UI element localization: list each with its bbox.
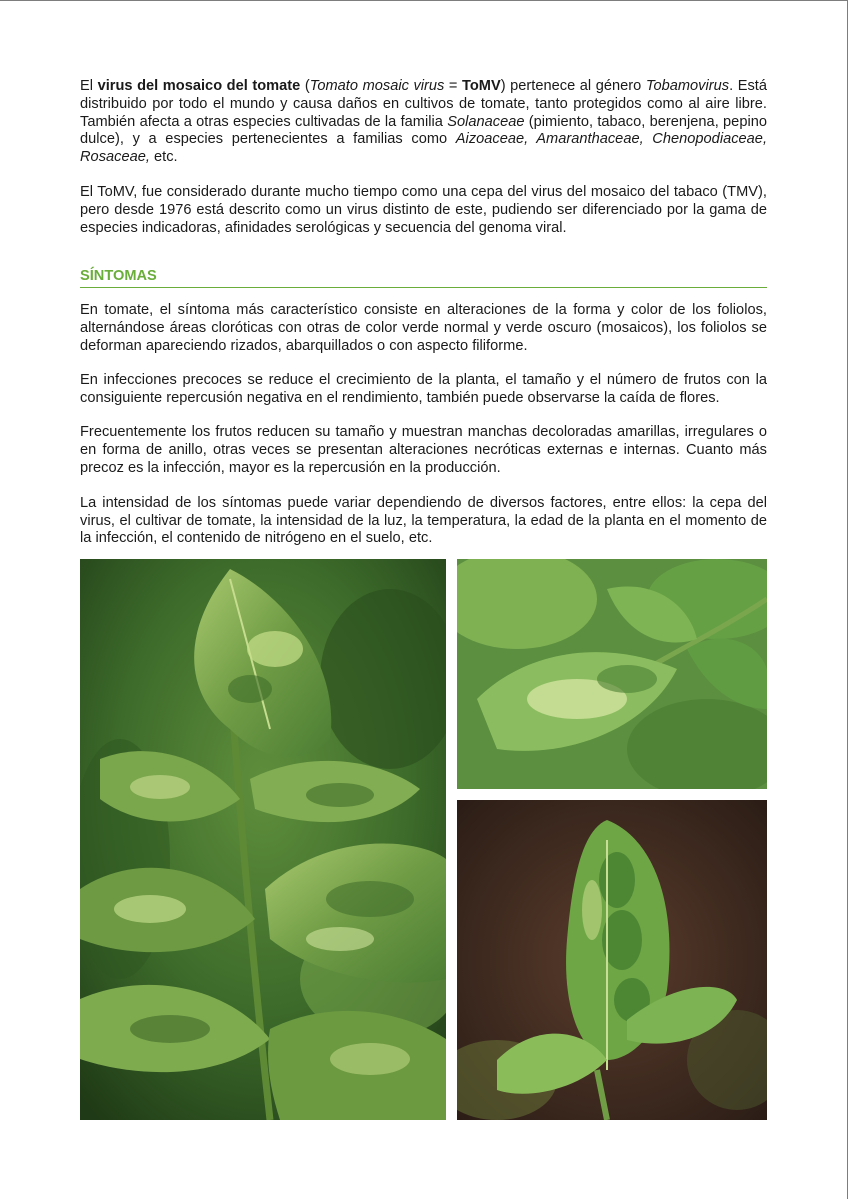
document-body bbox=[80, 78, 767, 548]
family-names-list: Aizoaceae, Amaranthaceae, Chenopodiaceae, Rosaceae, bbox=[80, 131, 768, 166]
text-run: etc. bbox=[149, 149, 178, 166]
symptoms-paragraph-4: La intensidad de los síntomas puede variar dependiendo de diversos factores, entre ellos: la cepa del virus, el cultivar de tomate, la intensidad de la luz, la temperatura, la edad de la planta en el momento de la infección, el contenido de nitrógeno en el suelo, etc. bbox=[80, 494, 767, 547]
intro-paragraph-1 bbox=[80, 78, 767, 167]
virus-acronym-bold: ToMV bbox=[462, 78, 501, 94]
section-heading: SÍNTOMAS bbox=[80, 268, 767, 288]
symptoms-paragraph-2: En infecciones precoces se reduce el crecimiento de la planta, el tamaño y el número de frutos con la consiguiente repercusión negativa en el rendimiento, también puede observarse la caída de flores. bbox=[80, 371, 767, 406]
text-run: = bbox=[444, 78, 463, 94]
intro-paragraph-2: El ToMV, fue considerado durante mucho tiempo como una cepa del virus del mosaico del tabaco (TMV), pero desde 1976 está descrito como un virus distinto de este, pudiendo ser diferenciado por la gama de especies indicadoras, afinidades serológicas y secuencia del genoma viral. bbox=[80, 183, 767, 236]
leaf-photo-illustration bbox=[80, 559, 446, 1120]
symptoms-paragraph-3: Frecuentemente los frutos reducen su tamaño y muestran manchas decoloradas amarillas, irregulares o en forma de anillo, otras veces se presentan alteraciones necróticas externas e internas. Cuanto más precoz es la infección, mayor es la repercusión en la producción. bbox=[80, 424, 767, 476]
virus-name-bold: virus del mosaico del tomate bbox=[97, 78, 301, 94]
text-run: . Está distribuido por todo el mundo y causa daños en cultivos de tomate, tanto protegidos como al aire libre. También afecta a otras especies cultivadas de la familia bbox=[80, 78, 767, 130]
leaf-photo-illustration bbox=[457, 800, 767, 1120]
leaf-photo-illustration bbox=[457, 559, 767, 789]
text-run: ( bbox=[300, 78, 310, 94]
text-run: (pimiento, tabaco, berenjena, pepino dulce), y a especies pertenecientes a familias como bbox=[80, 113, 767, 148]
photo-tomato-leaflet-chlorotic bbox=[457, 559, 767, 789]
family-name: Solanaceae bbox=[447, 113, 525, 130]
scientific-name: Tomato mosaic virus bbox=[309, 78, 445, 94]
symptoms-paragraph-1: En tomate, el síntoma más característico consiste en alteraciones de la forma y color de los foliolos, alternándose áreas cloróticas con otras de color verde normal y verde oscuro (mosaicos), los foliolos se deforman apareciendo rizados, abarquillados o con aspecto filiforme. bbox=[80, 302, 767, 354]
photo-tomato-leaf-mosaic-large bbox=[80, 559, 446, 1120]
genus-name: Tobamovirus bbox=[645, 78, 730, 94]
text-run: ) pertenece al género bbox=[500, 78, 646, 94]
photo-tomato-leaflet-blistered bbox=[457, 800, 767, 1120]
text-run: El bbox=[80, 78, 98, 94]
